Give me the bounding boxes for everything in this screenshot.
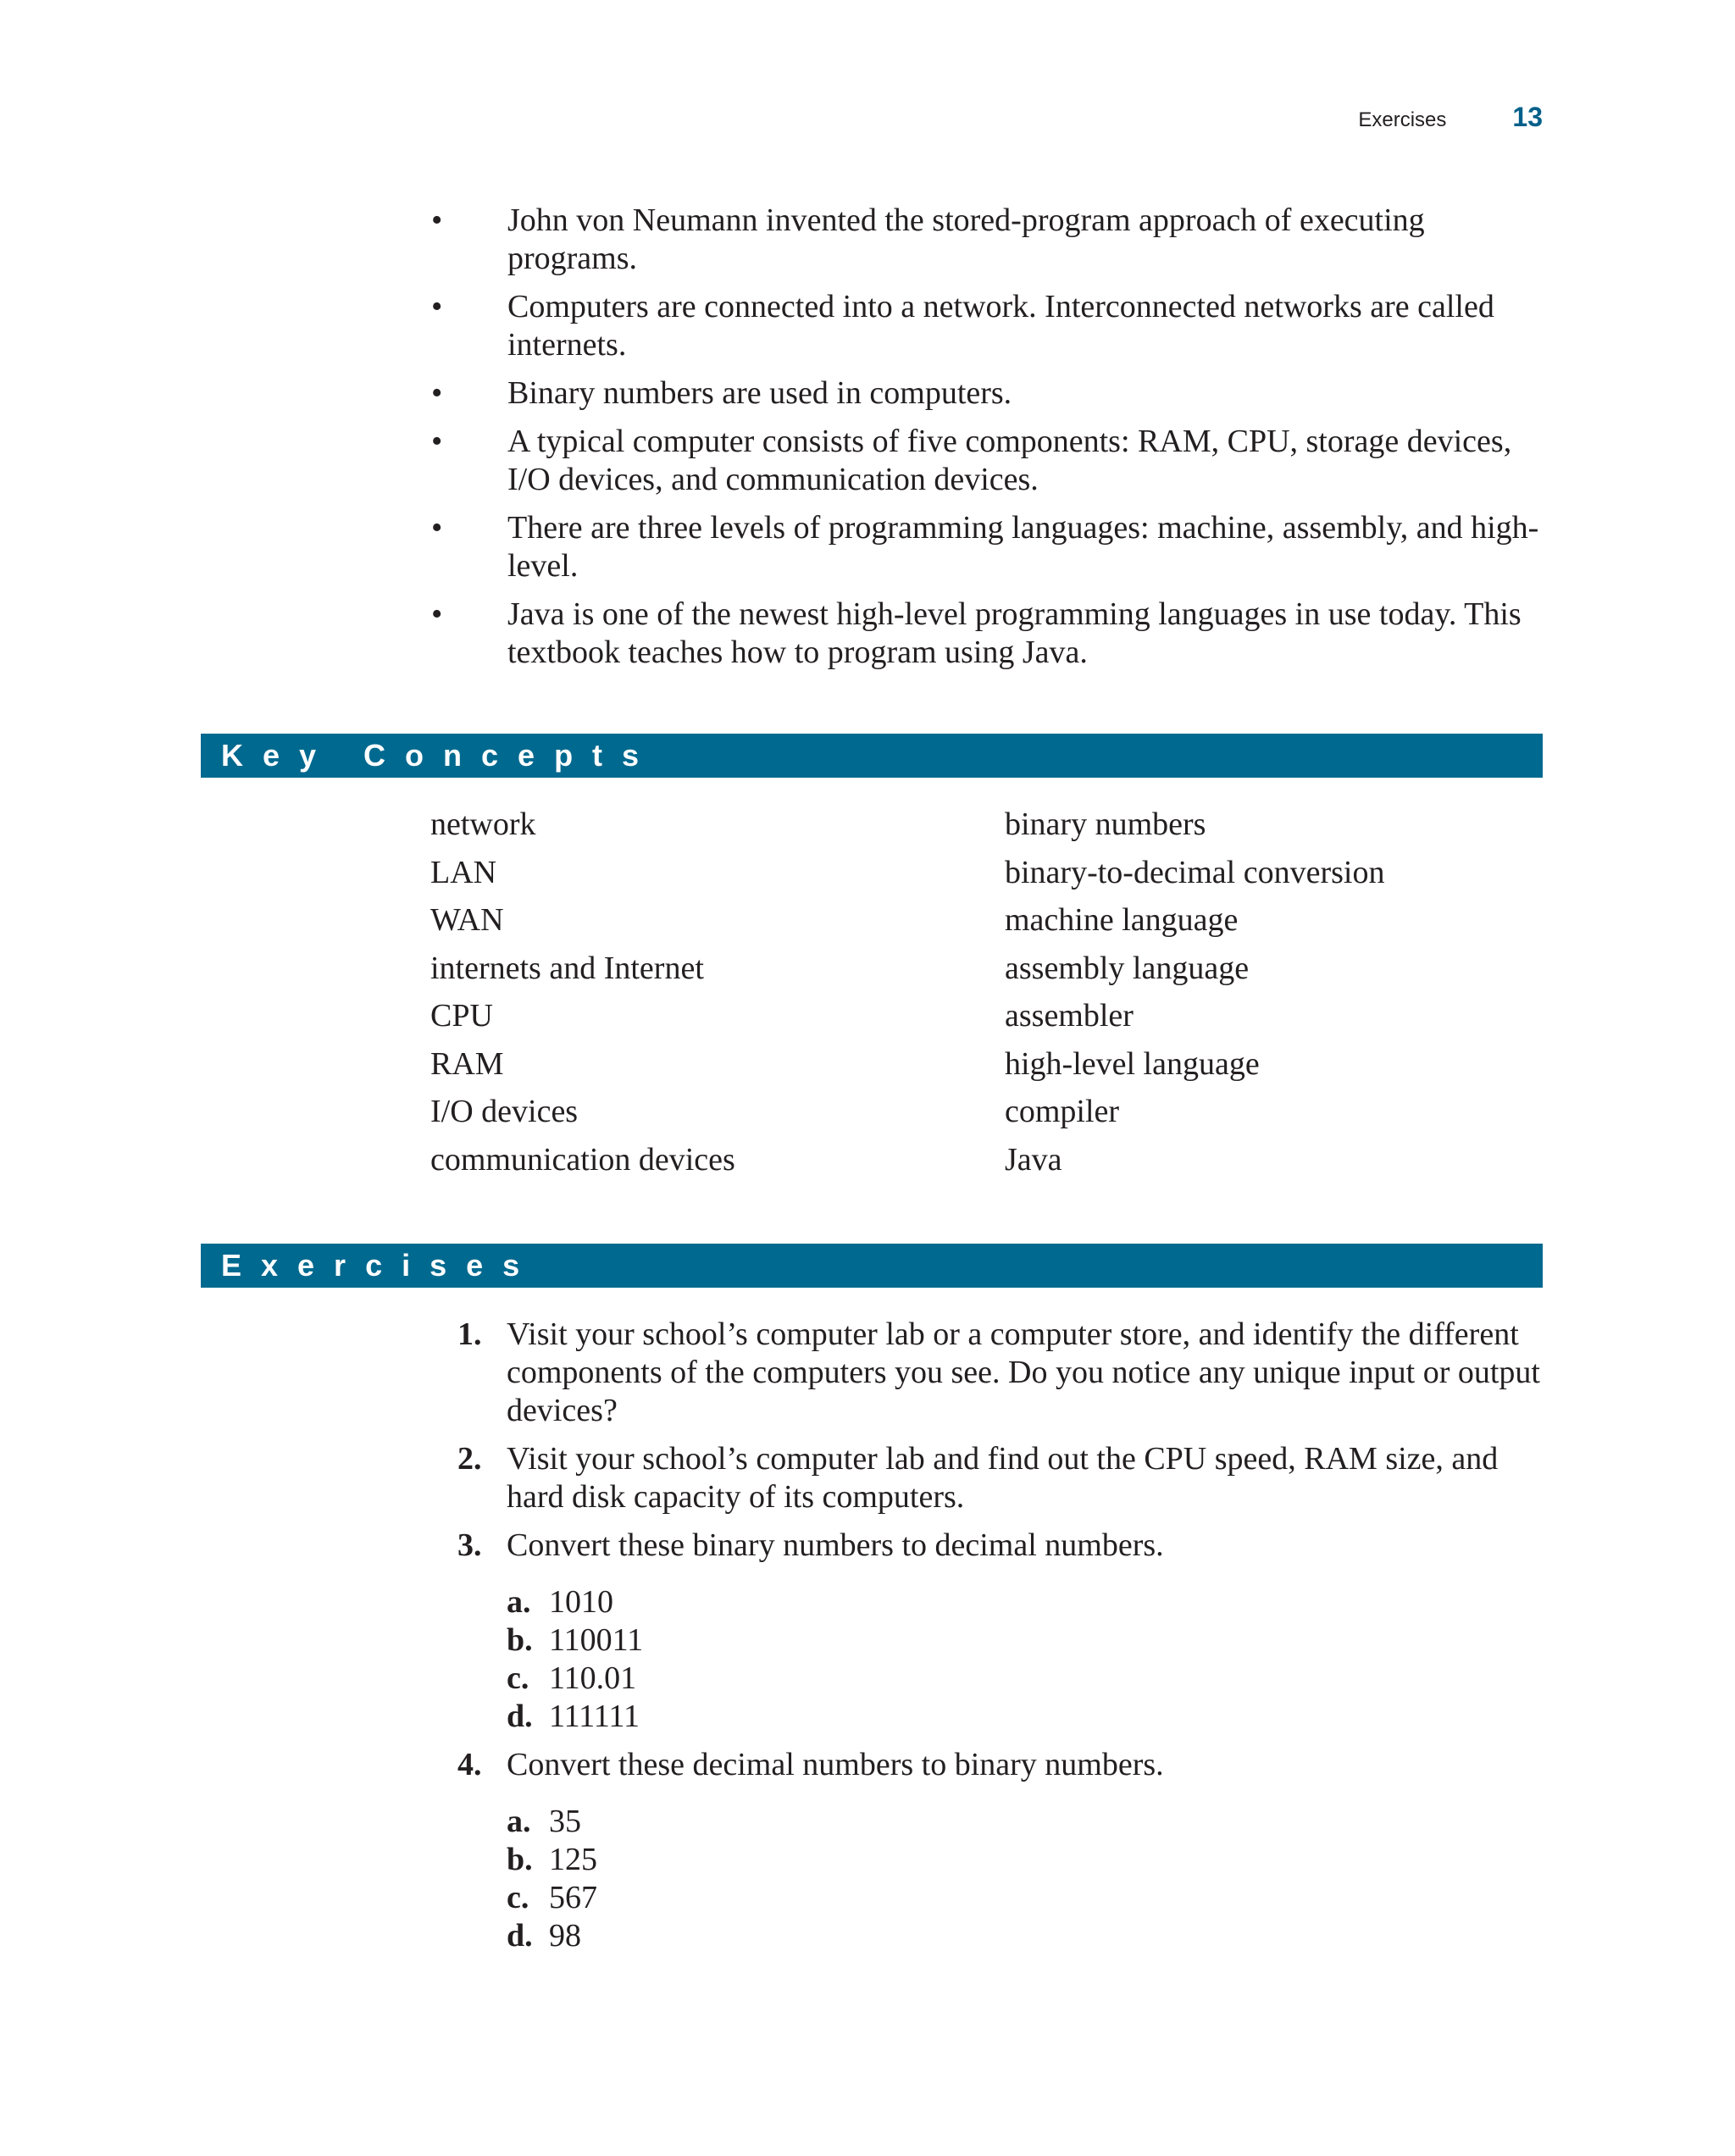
exercise-item	[457, 1316, 1550, 1430]
concept-item: binary numbers	[1005, 806, 1206, 842]
bullet-glyph: •	[431, 289, 443, 324]
subitem-value: 567	[549, 1880, 597, 1915]
exercise-text: Convert these binary numbers to decimal numbers.	[507, 1527, 1164, 1563]
concept-item: high-level language	[1005, 1045, 1260, 1082]
subitem	[507, 1841, 1550, 1879]
key-concepts-list	[430, 801, 1579, 1183]
summary-item	[421, 596, 1548, 672]
bullet-glyph: •	[431, 202, 443, 238]
subitem-label: d.	[507, 1918, 533, 1954]
concept-item: machine language	[1005, 902, 1239, 938]
exercise-number: 2.	[457, 1441, 482, 1477]
summary-item	[421, 374, 1548, 413]
exercises-banner: Exercises	[201, 1244, 1543, 1288]
concept-item: network	[430, 806, 536, 842]
concept-item: assembler	[1005, 998, 1134, 1034]
subitem-value: 1010	[549, 1584, 613, 1620]
exercise-text: Visit your school’s computer lab and find out the CPU speed, RAM size, and hard disk capacity of its computers.	[507, 1441, 1499, 1515]
subitem	[507, 1917, 1550, 1955]
exercise-item	[457, 1746, 1550, 1955]
concept-item: internets and Internet	[430, 950, 704, 986]
exercise-number: 1.	[457, 1316, 482, 1352]
summary-item	[421, 423, 1548, 499]
summary-text: Computers are connected into a network. Interconnected networks are called internets.	[507, 289, 1494, 363]
subitem	[507, 1803, 1550, 1841]
subitem-value: 98	[549, 1918, 581, 1954]
summary-item	[421, 509, 1548, 585]
subitem-label: a.	[507, 1804, 531, 1839]
key-concepts-left-column	[430, 801, 1005, 1183]
subitem-label: a.	[507, 1584, 531, 1620]
concept-item: LAN	[430, 854, 497, 890]
subitem	[507, 1879, 1550, 1917]
exercise-number: 4.	[457, 1747, 482, 1782]
summary-item	[421, 202, 1548, 278]
subitem-value: 111111	[549, 1699, 640, 1734]
subitem	[507, 1660, 1550, 1698]
exercise-number: 3.	[457, 1527, 482, 1563]
subitem	[507, 1621, 1550, 1660]
concept-item: communication devices	[430, 1141, 735, 1178]
concept-item: assembly language	[1005, 950, 1250, 986]
subitem-label: b.	[507, 1622, 533, 1658]
subitem-label: d.	[507, 1699, 533, 1734]
exercise-subitems	[507, 1583, 1550, 1736]
concept-item: compiler	[1005, 1094, 1120, 1129]
bullet-glyph: •	[431, 596, 443, 632]
running-head-section: Exercises	[1358, 108, 1447, 131]
concept-item: RAM	[430, 1045, 504, 1082]
concept-item: CPU	[430, 998, 493, 1034]
concept-item: I/O devices	[430, 1094, 579, 1129]
key-concepts-right-column	[1005, 801, 1579, 1183]
exercise-subitems	[507, 1803, 1550, 1955]
subitem-label: c.	[507, 1880, 529, 1915]
bullet-glyph: •	[431, 424, 443, 459]
subitem-value: 110011	[549, 1622, 644, 1658]
summary-item	[421, 288, 1548, 364]
running-head	[1358, 102, 1543, 133]
summary-text: John von Neumann invented the stored-program approach of executing programs.	[507, 202, 1425, 276]
subitem-label: c.	[507, 1660, 529, 1696]
exercise-item	[457, 1527, 1550, 1736]
bullet-glyph: •	[431, 375, 443, 411]
summary-text: Java is one of the newest high-level programming languages in use today. This textbook teaches how to program using Java.	[507, 596, 1522, 670]
exercises-list	[457, 1316, 1550, 1965]
subitem-value: 35	[549, 1804, 581, 1839]
subitem	[507, 1583, 1550, 1621]
exercise-item	[457, 1440, 1550, 1516]
exercise-text: Visit your school’s computer lab or a computer store, and identify the different components of the computers you see. Do you notice any unique input or output devices?	[507, 1316, 1540, 1428]
summary-text: A typical computer consists of five components: RAM, CPU, storage devices, I/O devices, and communication devices.	[507, 424, 1512, 497]
subitem-label: b.	[507, 1842, 533, 1877]
exercise-text: Convert these decimal numbers to binary numbers.	[507, 1747, 1164, 1782]
summary-text: Binary numbers are used in computers.	[507, 375, 1012, 411]
concept-item: Java	[1005, 1141, 1062, 1178]
concept-item: binary-to-decimal conversion	[1005, 854, 1385, 890]
key-concepts-banner: Key Concepts	[201, 734, 1543, 778]
summary-list	[421, 202, 1548, 682]
page-number: 13	[1512, 102, 1543, 132]
bullet-glyph: •	[431, 510, 443, 546]
subitem-value: 110.01	[549, 1660, 637, 1696]
summary-text: There are three levels of programming languages: machine, assembly, and high-level.	[507, 510, 1539, 584]
concept-item: WAN	[430, 902, 504, 938]
subitem-value: 125	[549, 1842, 597, 1877]
subitem	[507, 1698, 1550, 1736]
